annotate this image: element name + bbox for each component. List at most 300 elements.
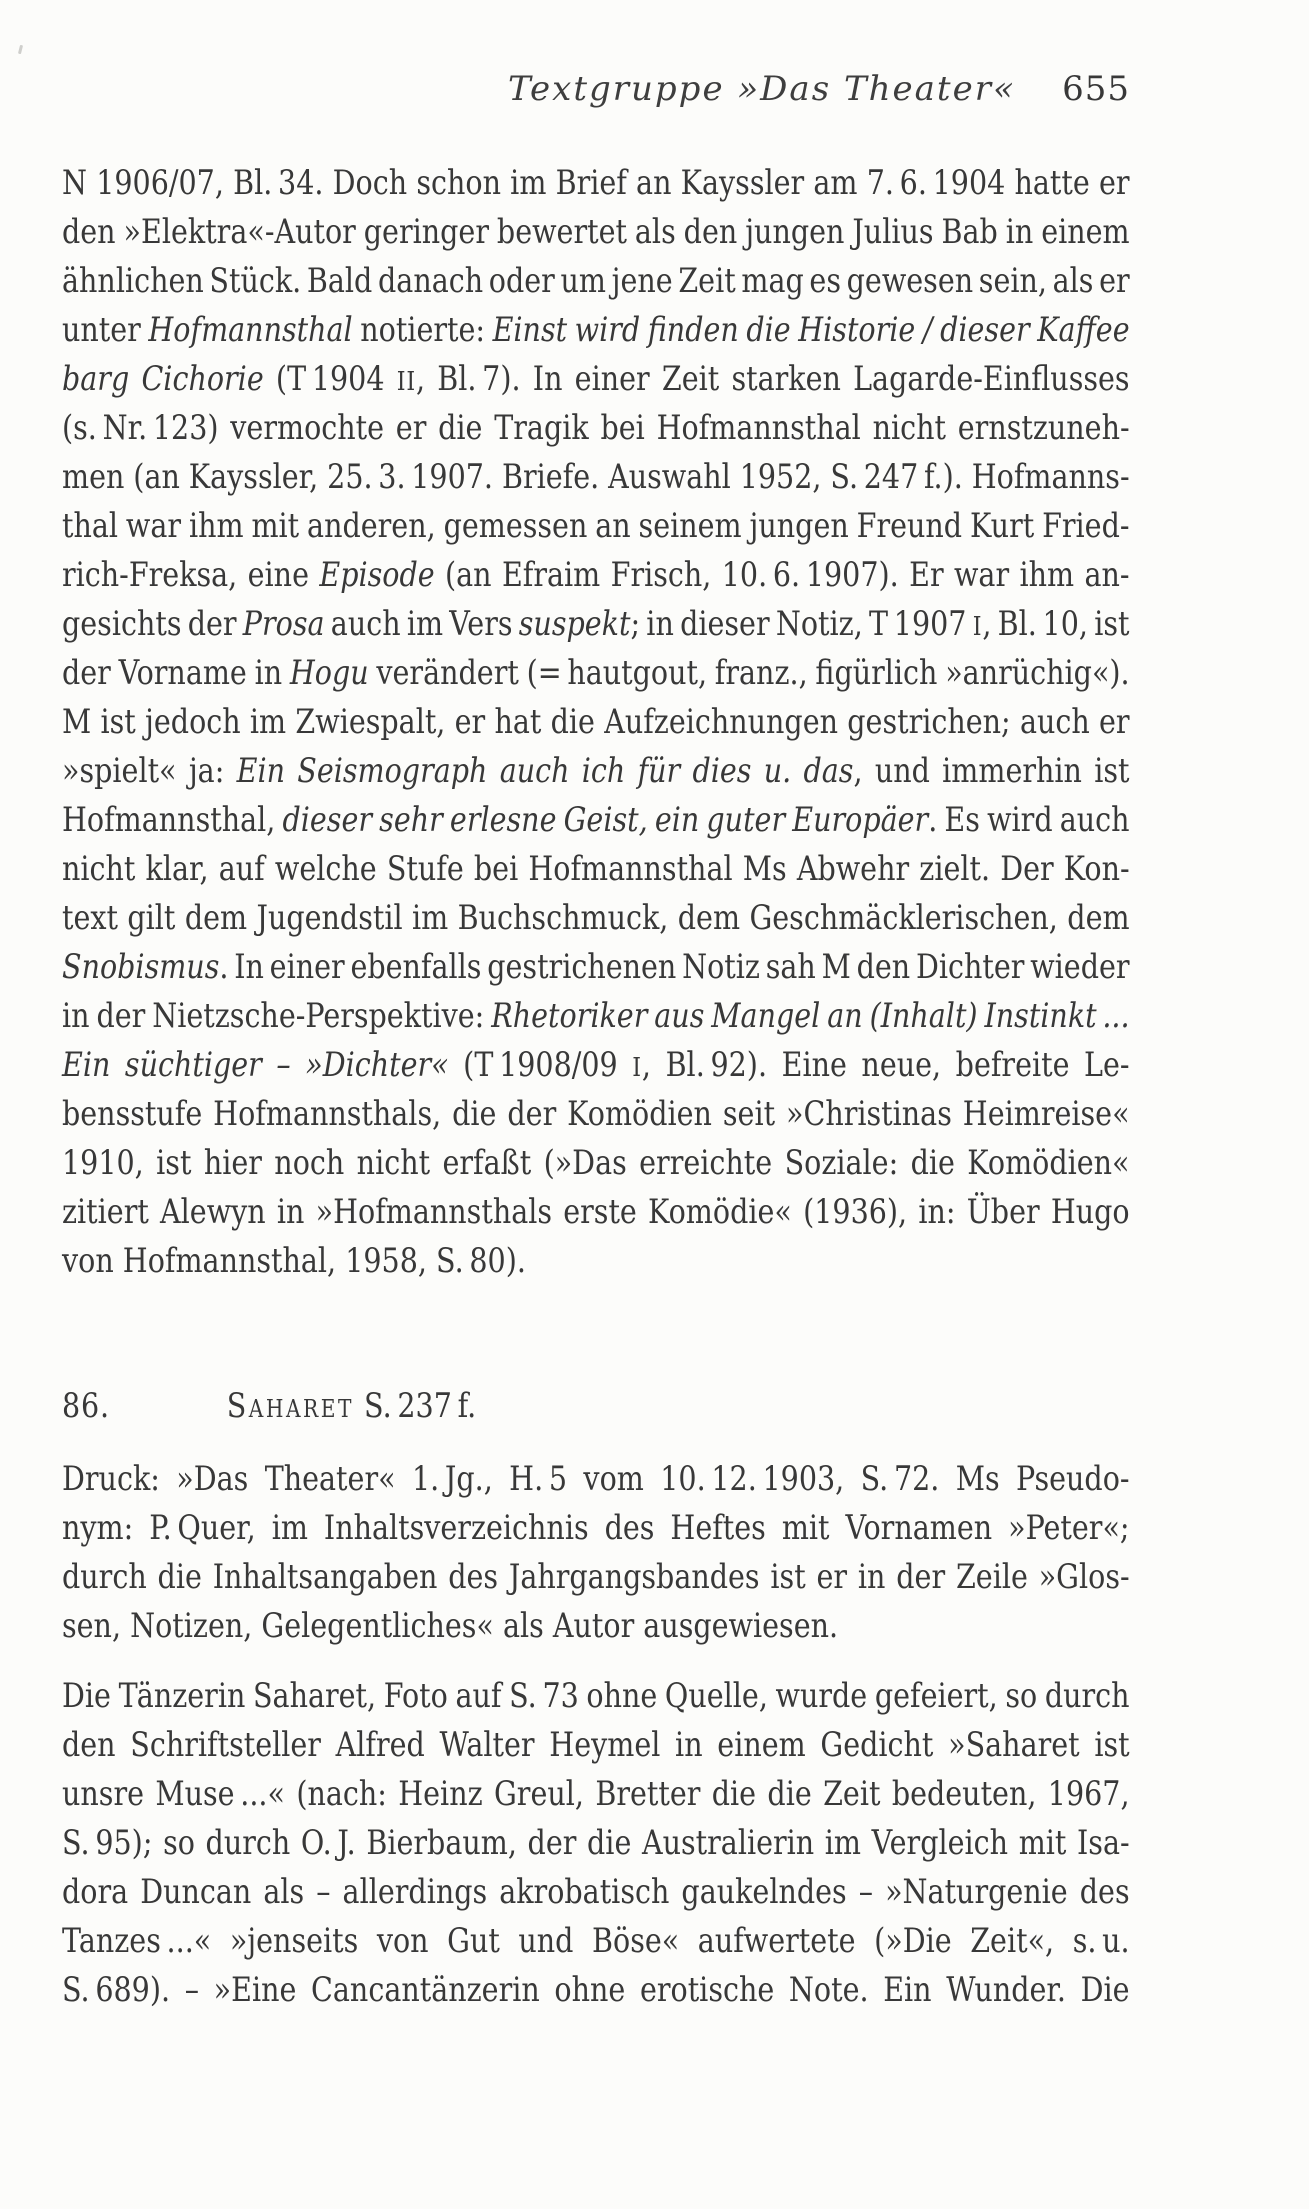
text-segment: einer	[574, 359, 650, 399]
word	[635, 208, 676, 257]
text-segment: 25. 3. 1907.	[327, 457, 494, 497]
word	[276, 1041, 290, 1090]
text-segment: »Hofmannsthals	[315, 1192, 553, 1232]
text-segment: wird	[574, 310, 641, 350]
text-segment: Bl. 34.	[233, 163, 324, 203]
text-segment: der	[62, 653, 111, 693]
word	[940, 306, 1030, 355]
text-segment: klar,	[145, 849, 209, 889]
text-segment: –	[276, 1045, 291, 1085]
word	[119, 1672, 246, 1721]
text-line	[62, 600, 1130, 649]
text-segment: jungen	[745, 212, 845, 252]
text-segment: bedeuten,	[891, 1774, 1037, 1814]
text-segment: 1952,	[739, 457, 822, 497]
entry-title: Saharet	[226, 1386, 354, 1426]
text-segment: .	[219, 947, 229, 987]
word	[586, 1672, 657, 1721]
word	[124, 208, 356, 257]
word	[233, 159, 323, 208]
text-segment: hat	[494, 702, 542, 742]
word	[331, 600, 401, 649]
text-segment: hier	[203, 1143, 262, 1183]
text-segment: Dichter	[915, 947, 1025, 987]
text-segment: Julius	[852, 212, 934, 252]
text-segment: war	[953, 555, 1010, 595]
text-segment: dora	[62, 1872, 129, 1912]
text-segment: Brief	[555, 163, 627, 203]
text-segment: eine	[247, 555, 309, 595]
text-segment: Le-	[1084, 1045, 1130, 1085]
word	[62, 502, 118, 551]
word	[62, 208, 116, 257]
text-segment: N	[62, 163, 87, 203]
word	[883, 1966, 931, 2015]
text-segment: Geist,	[563, 800, 648, 840]
word	[126, 502, 181, 551]
text-segment: zielt.	[919, 849, 991, 889]
text-segment: erste	[563, 1192, 637, 1232]
text-segment: war	[125, 506, 182, 546]
text-line	[62, 208, 1130, 257]
text-segment: Stück.	[209, 261, 302, 301]
text-segment: ,	[982, 604, 992, 644]
text-segment: unsre	[62, 1774, 145, 1814]
word	[1045, 1672, 1130, 1721]
word	[379, 796, 443, 845]
word	[984, 992, 1129, 1041]
word	[160, 1188, 266, 1237]
word	[987, 796, 1053, 845]
word	[1099, 159, 1130, 208]
text-segment: »Elektra«-Autor	[123, 212, 356, 252]
text-segment: Alewyn	[160, 1192, 266, 1232]
word	[885, 1868, 1068, 1917]
word	[967, 1139, 1129, 1188]
text-segment: erreichte	[639, 1143, 773, 1183]
text-segment: Instinkt ...	[984, 996, 1130, 1036]
text-segment: der	[507, 1094, 557, 1134]
word	[163, 1819, 195, 1868]
word	[1015, 159, 1090, 208]
text-segment: sen, Notizen, Gelegentliches« als Autor ausgewiesen.	[62, 1606, 839, 1646]
word	[327, 453, 493, 502]
text-segment: in	[646, 604, 674, 644]
text-segment: (nach:	[296, 1774, 387, 1814]
text-segment: die	[157, 1557, 202, 1597]
word	[62, 551, 237, 600]
text-line	[62, 1917, 1130, 1966]
word	[119, 649, 247, 698]
text-segment: II	[396, 366, 416, 397]
text-segment: 1967,	[1047, 1774, 1130, 1814]
text-segment: suspekt	[518, 604, 631, 644]
word	[956, 1553, 1028, 1602]
text-segment: sehr	[379, 800, 443, 840]
text-segment: Hofmannsthal	[148, 310, 353, 350]
word	[680, 600, 770, 649]
word	[813, 159, 857, 208]
text-segment: Walter	[439, 1725, 535, 1765]
text-segment: ist	[770, 1557, 806, 1597]
text-segment: Australierin	[641, 1823, 815, 1863]
text-segment: so	[163, 1823, 195, 1863]
word	[125, 1041, 262, 1090]
word	[440, 1721, 535, 1770]
text-segment: durch	[1044, 1676, 1130, 1716]
word	[62, 992, 90, 1041]
word	[156, 1139, 191, 1188]
text-segment: an-	[1084, 555, 1130, 595]
text-line	[62, 1721, 1130, 1770]
word	[551, 698, 595, 747]
text-segment: Auswahl	[608, 457, 731, 497]
word	[660, 1455, 844, 1504]
word	[316, 1188, 552, 1237]
word	[149, 1504, 256, 1553]
text-segment: ein	[654, 800, 700, 840]
word	[852, 208, 933, 257]
word	[519, 600, 640, 649]
text-segment: in	[254, 653, 283, 693]
word	[782, 1504, 830, 1553]
text-segment: starken	[731, 359, 841, 399]
text-segment: –	[184, 1970, 199, 2010]
text-segment: Zeit	[678, 261, 736, 301]
word	[263, 1868, 304, 1917]
word	[575, 306, 641, 355]
word	[62, 1455, 160, 1504]
word	[948, 1721, 1080, 1770]
text-segment: es	[809, 261, 841, 301]
word	[648, 1188, 792, 1237]
text-line	[62, 1868, 1130, 1917]
word	[1020, 698, 1090, 747]
text-segment: Efraim	[501, 555, 601, 595]
text-segment: text	[62, 898, 118, 938]
text-segment: Zwiespalt,	[295, 702, 446, 742]
word	[575, 355, 650, 404]
text-segment: Seismograph	[297, 751, 488, 791]
text-segment: Bald	[306, 261, 373, 301]
text-segment: Lagarde-Einflusses	[853, 359, 1130, 399]
word	[582, 747, 626, 796]
text-segment: Hofmannsthal	[528, 849, 733, 889]
text-segment: Jahrgangsbandes	[508, 1557, 760, 1597]
word	[766, 943, 816, 992]
text-segment: Historie	[798, 310, 916, 350]
word	[533, 355, 563, 404]
text-segment: Schriftsteller	[130, 1725, 321, 1765]
text-segment: unter	[62, 310, 141, 350]
text-segment: ist	[1094, 751, 1130, 791]
word	[945, 649, 1129, 698]
word	[62, 257, 204, 306]
text-segment: so	[1005, 1676, 1038, 1716]
text-segment: erotische	[639, 1970, 775, 2010]
word	[214, 1966, 297, 2015]
text-segment: den	[62, 1725, 116, 1765]
word	[62, 306, 141, 355]
text-segment: nicht	[872, 408, 946, 448]
note-85-continuation-paragraph	[62, 159, 1130, 1286]
text-segment: Nietzsche-Perspektive:	[152, 996, 485, 1036]
word	[1099, 257, 1130, 306]
text-segment: die	[746, 310, 791, 350]
druck-paragraph	[62, 1455, 1130, 1651]
word	[384, 1672, 448, 1721]
text-segment: in	[857, 1557, 886, 1597]
word	[847, 698, 1010, 747]
text-segment: Mangel	[711, 996, 821, 1036]
word	[333, 159, 407, 208]
word	[497, 208, 627, 257]
text-line	[62, 453, 1130, 502]
text-segment: –	[858, 1872, 874, 1912]
text-segment: die	[910, 1143, 955, 1183]
word	[1008, 1504, 1129, 1553]
word	[587, 1819, 631, 1868]
text-segment: Eine	[781, 1045, 847, 1085]
text-segment: an	[827, 996, 863, 1036]
word	[873, 404, 946, 453]
text-segment: des	[1079, 1872, 1130, 1912]
word	[146, 845, 209, 894]
text-segment: Notiz,	[775, 604, 863, 644]
word	[712, 1770, 756, 1819]
text-segment: wird	[987, 800, 1053, 840]
word	[145, 698, 241, 747]
word	[646, 600, 674, 649]
word	[487, 943, 676, 992]
text-segment: barg	[62, 359, 130, 399]
word	[665, 1672, 768, 1721]
word	[715, 649, 808, 698]
text-segment: s. u.	[1072, 1921, 1130, 1961]
word	[711, 992, 820, 1041]
text-segment: ist	[1094, 1725, 1130, 1765]
text-segment: 1906/07,	[96, 163, 224, 203]
word	[1060, 796, 1130, 845]
word	[942, 747, 1082, 796]
text-segment: Gedicht	[820, 1725, 934, 1765]
text-segment: bei	[473, 849, 519, 889]
text-segment: von Hofmannsthal, 1958, S. 80).	[62, 1241, 526, 1281]
text-segment: Bierbaum,	[366, 1823, 517, 1863]
word	[62, 1553, 147, 1602]
text-segment: Geschmäcklerischen,	[749, 898, 1058, 938]
word	[155, 1770, 285, 1819]
text-line	[62, 1090, 1130, 1139]
text-segment: auf	[455, 1676, 502, 1716]
text-segment: .	[928, 800, 938, 840]
text-segment: Der	[1000, 849, 1054, 889]
word	[219, 845, 265, 894]
text-segment: Foto	[383, 1676, 448, 1716]
text-segment: gefeiert,	[874, 1676, 998, 1716]
text-segment: (= hautgout,	[526, 653, 708, 693]
text-segment: gilt	[127, 898, 176, 938]
text-segment: in:	[918, 1192, 956, 1232]
text-segment: Frisch,	[610, 555, 712, 595]
text-segment: erlesne	[449, 800, 557, 840]
text-segment: 1910,	[62, 1143, 144, 1183]
text-line	[62, 943, 1130, 992]
entry-heading-line	[62, 1382, 1130, 1431]
text-segment: In	[234, 947, 264, 987]
text-segment: u.	[763, 751, 792, 791]
word	[678, 257, 735, 306]
word	[494, 1770, 584, 1819]
word	[360, 306, 485, 355]
word	[1080, 1868, 1130, 1917]
text-line	[62, 551, 1130, 600]
word	[189, 502, 244, 551]
word	[1067, 894, 1129, 943]
text-segment: I	[632, 1052, 642, 1083]
word	[722, 551, 899, 600]
word	[592, 1917, 679, 1966]
text-line	[62, 894, 1130, 943]
text-segment: verändert	[376, 653, 519, 693]
word	[500, 747, 570, 796]
word	[1048, 1770, 1130, 1819]
word	[62, 894, 118, 943]
word	[62, 845, 135, 894]
text-segment: mit	[781, 1508, 830, 1548]
text-segment: Muse ...«	[155, 1774, 285, 1814]
text-segment: franz.,	[714, 653, 808, 693]
text-segment: Europäer	[792, 800, 929, 840]
text-segment: mag	[741, 261, 804, 301]
word	[130, 1721, 321, 1770]
text-segment: Freund	[856, 506, 963, 546]
word	[377, 1917, 429, 1966]
word	[96, 159, 224, 208]
text-segment: S. 73	[509, 1676, 579, 1716]
word	[770, 1553, 805, 1602]
word	[706, 796, 785, 845]
text-segment: Quelle,	[664, 1676, 768, 1716]
word	[255, 649, 283, 698]
text-segment: dem	[677, 898, 741, 938]
text-segment: Die	[62, 1676, 111, 1716]
word	[270, 943, 345, 992]
word	[892, 1770, 1037, 1819]
word	[859, 1868, 873, 1917]
word	[1016, 1455, 1130, 1504]
word	[605, 1504, 655, 1553]
word	[544, 1139, 627, 1188]
word	[452, 1090, 496, 1139]
word	[188, 600, 237, 649]
text-segment: I	[972, 611, 983, 642]
word	[148, 306, 352, 355]
word	[998, 600, 1088, 649]
text-line	[62, 747, 1130, 796]
text-segment: ,	[415, 359, 426, 399]
text-segment: »Dichter«	[305, 1045, 449, 1085]
word	[176, 1455, 248, 1504]
text-segment: seinem	[638, 506, 742, 546]
text-segment: gemessen	[443, 506, 588, 546]
word	[1099, 698, 1130, 747]
text-segment: S. 95);	[62, 1823, 153, 1863]
word	[827, 992, 862, 1041]
word	[62, 1672, 111, 1721]
word	[62, 453, 124, 502]
word	[276, 355, 385, 404]
text-segment: gewesen	[846, 261, 974, 301]
word	[189, 453, 318, 502]
text-segment: in	[276, 1192, 305, 1232]
word	[958, 404, 1130, 453]
text-segment: Hofmannsthal,	[62, 800, 276, 840]
text-segment: Bretter	[595, 1774, 701, 1814]
word	[62, 1090, 202, 1139]
text-segment: men	[62, 457, 125, 497]
word	[604, 698, 838, 747]
text-segment: seit	[722, 1094, 776, 1134]
word	[493, 306, 568, 355]
text-segment: die	[711, 1774, 757, 1814]
word	[489, 257, 555, 306]
word	[437, 355, 520, 404]
word	[595, 502, 630, 551]
text-segment: »Peter«;	[1008, 1508, 1130, 1548]
word	[563, 1188, 637, 1237]
word	[455, 1672, 501, 1721]
text-segment: anderen,	[307, 506, 436, 546]
text-segment: ,	[641, 1045, 652, 1085]
word	[956, 1455, 1000, 1504]
word	[564, 796, 648, 845]
text-segment: S. 247 f.).	[830, 457, 963, 497]
word	[822, 943, 851, 992]
text-segment: dem	[184, 898, 248, 938]
text-segment: M	[821, 947, 851, 987]
text-segment: Ein	[236, 751, 285, 791]
text-segment: Prosa	[242, 604, 325, 644]
word	[1051, 1188, 1130, 1237]
text-segment: einem	[1041, 212, 1130, 252]
text-segment: als	[1052, 261, 1094, 301]
text-segment: (an	[445, 555, 492, 595]
word	[549, 1721, 660, 1770]
word	[307, 502, 436, 551]
text-segment: gaukelndes	[681, 1872, 847, 1912]
text-segment: T 1907	[869, 604, 967, 644]
text-segment: von	[376, 1921, 429, 1961]
word	[250, 698, 286, 747]
text-segment: Die	[1080, 1970, 1130, 2010]
word	[1005, 1672, 1037, 1721]
text-segment: er	[1099, 261, 1130, 301]
text-segment: dies	[692, 751, 752, 791]
text-segment: einer	[269, 947, 345, 987]
text-segment: Aufzeichnungen	[604, 702, 839, 742]
word	[141, 355, 263, 404]
text-segment: Bab	[941, 212, 998, 252]
word	[967, 1188, 1040, 1237]
text-segment: »Glos-	[1038, 1557, 1130, 1597]
text-segment: Wunder.	[946, 1970, 1066, 2010]
text-segment: Cichorie	[141, 359, 264, 399]
word	[438, 404, 482, 453]
text-segment: jene	[611, 261, 673, 301]
word	[398, 1770, 482, 1819]
text-segment: M	[62, 702, 92, 742]
